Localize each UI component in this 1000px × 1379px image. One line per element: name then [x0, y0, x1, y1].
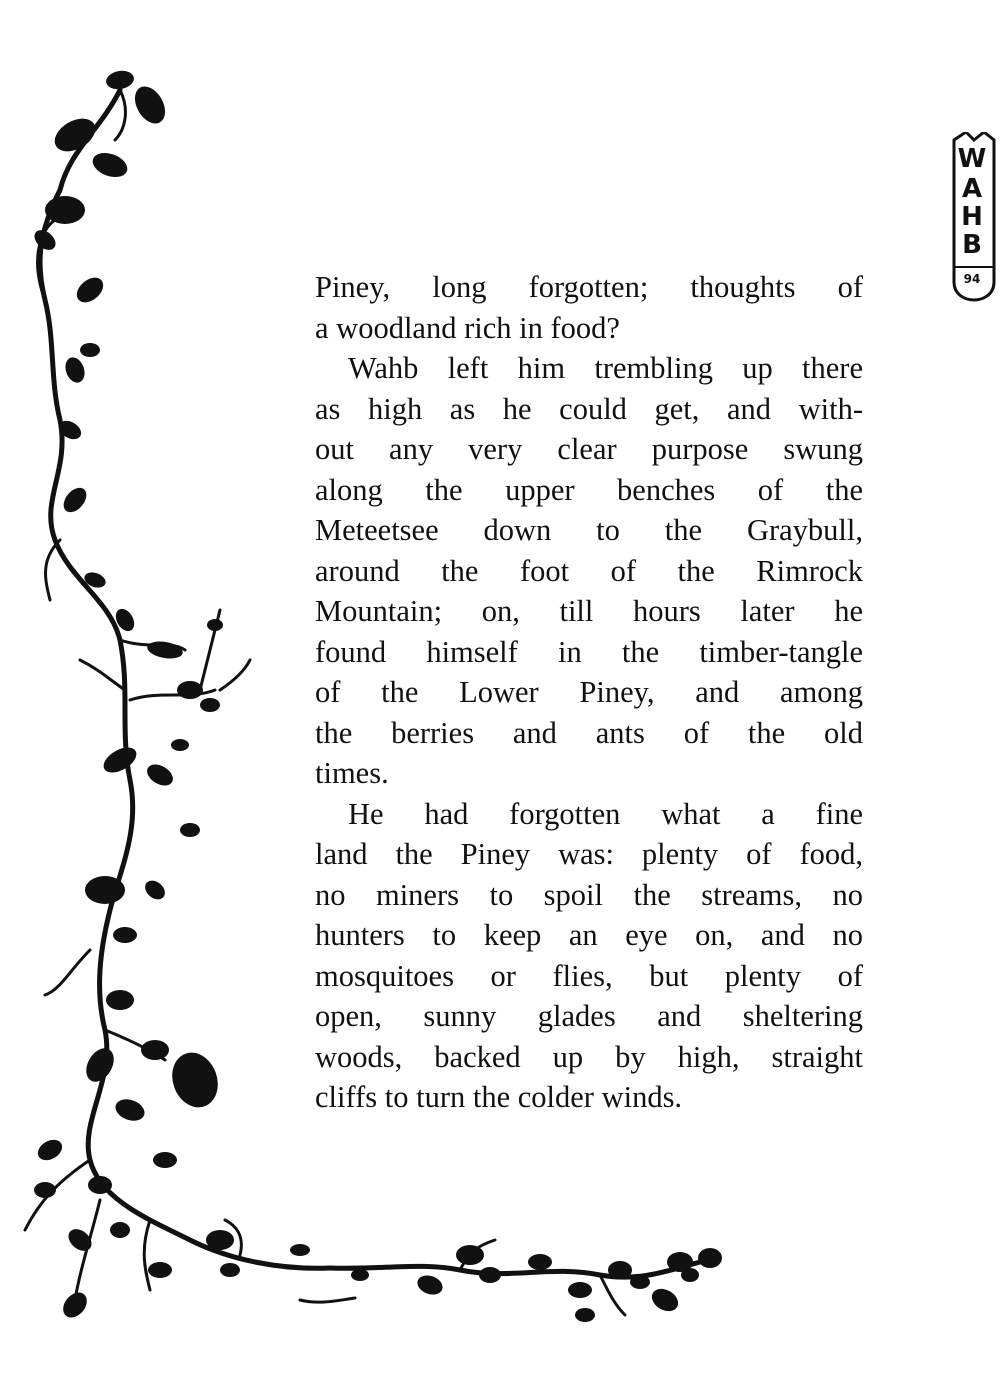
text-line: as high as he could get, and with- [315, 391, 863, 426]
text-line: Wahb left him trembling up there [348, 351, 863, 385]
text-line: cliffs to turn the colder winds. [315, 1080, 683, 1114]
text-line: of the Lower Piney, and among [315, 675, 863, 709]
text-line: a woodland rich in food? [315, 310, 620, 345]
text-line: Mountain; on, till hours later he [315, 594, 863, 628]
text-line: Meteetsee down to the Graybull, [315, 513, 863, 547]
text-line: no miners to spoil the streams, no [315, 877, 863, 912]
tab-letter-b: B [962, 230, 982, 260]
text-line: mosquitoes or flies, but plenty of [315, 958, 863, 993]
page-number: 94 [963, 272, 981, 286]
running-head-tab [950, 132, 1000, 302]
text-line: open, sunny glades and sheltering [315, 999, 863, 1033]
paragraph-2 [315, 348, 863, 794]
text-line: times. [315, 756, 389, 790]
text-line: along the upper benches of the [315, 472, 863, 507]
text-line: around the foot of the Rimrock [315, 553, 863, 588]
text-line: Piney, long forgotten; thoughts of [315, 270, 863, 304]
text-line: found himself in the timber-tangle [315, 634, 863, 669]
paragraph-1 [315, 267, 863, 348]
text-line: woods, backed up by high, straight [315, 1039, 863, 1074]
text-line: land the Piney was: plenty of food, [315, 837, 863, 871]
text-line: out any very clear purpose swung [315, 432, 863, 466]
body-text [315, 267, 863, 1118]
text-line: hunters to keep an eye on, and no [315, 918, 863, 952]
text-line: He had forgotten what a fine [348, 796, 863, 831]
text-line: the berries and ants of the old [315, 715, 863, 750]
paragraph-3 [315, 794, 863, 1118]
tab-letter-h: H [961, 202, 983, 232]
tab-letter-a: A [961, 174, 983, 204]
tab-letter-w: W [957, 144, 987, 174]
